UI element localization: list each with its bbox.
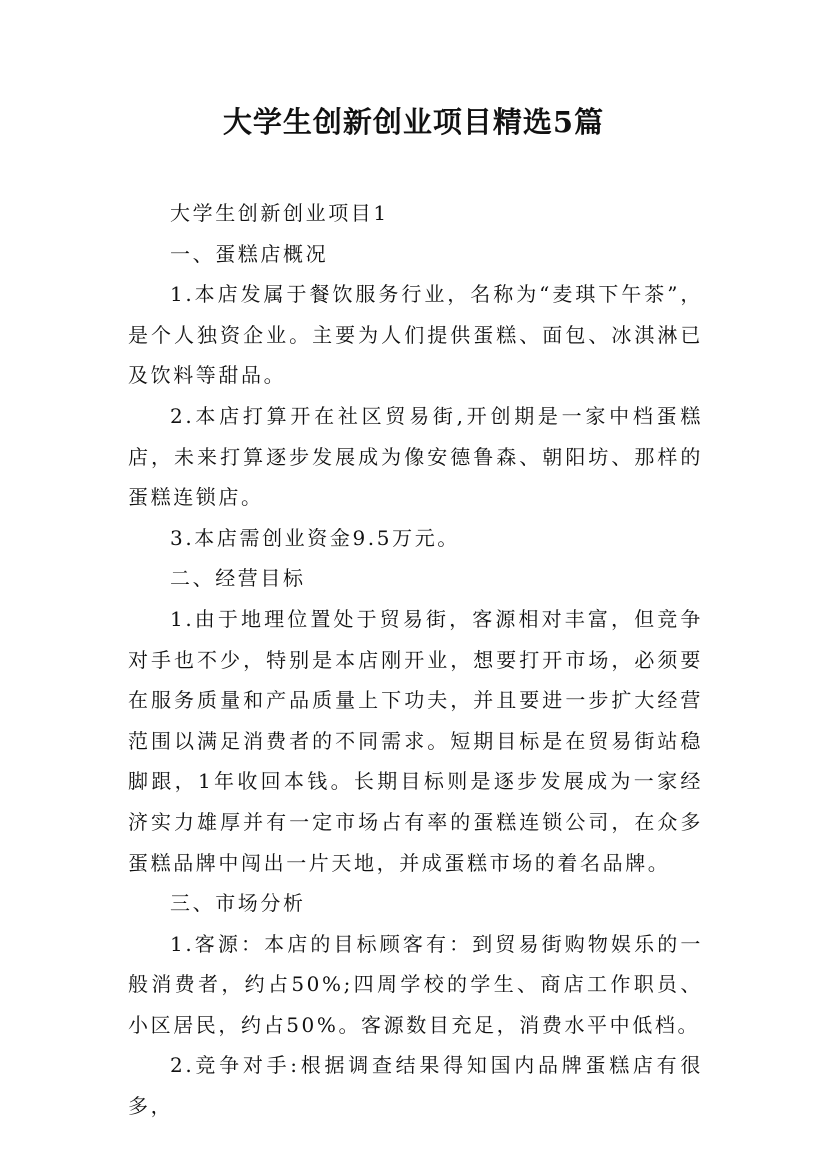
document-body — [128, 193, 703, 1127]
subsection-heading: 一、蛋糕店概况 — [170, 241, 329, 266]
body-paragraph: 1.客源：本店的目标顾客有：到贸易街购物娱乐的一般消费者，约占50%;四周学校的学生、商店工作职员、小区居民，约占50%。客源数目充足，消费水平中低档。 — [128, 931, 703, 1037]
body-paragraph: 1.由于地理位置处于贸易街，客源相对丰富，但竞争对手也不少，特别是本店刚开业，想要打开市场，必须要在服务质量和产品质量上下功夫，并且要进一步扩大经营范围以满足消费者的不同需求。短期目标是在贸易街站稳脚跟，1年收回本钱。长期目标则是逐步发展成为一家经济实力雄厚并有一定市场占有率的蛋糕连锁公司，在众多蛋糕品牌中闯出一片天地，并成蛋糕市场的着名品牌。 — [128, 606, 703, 875]
body-paragraph: 2.竞争对手:根据调查结果得知国内品牌蛋糕店有很多， — [128, 1053, 703, 1119]
body-paragraph: 3.本店需创业资金9.5万元。 — [170, 525, 460, 550]
body-paragraph: 1.本店发属于餐饮服务行业，名称为“麦琪下午茶”，是个人独资企业。主要为人们提供蛋糕、面包、冰淇淋已及饮料等甜品。 — [128, 282, 703, 388]
subsection-heading: 二、经营目标 — [170, 566, 306, 591]
section-heading: 大学生创新创业项目1 — [170, 201, 389, 225]
document-title: 大学生创新创业项目精选5篇 — [222, 105, 605, 139]
subsection-heading: 三、市场分析 — [170, 891, 306, 916]
body-paragraph: 2.本店打算开在社区贸易街,开创期是一家中档蛋糕店，未来打算逐步发展成为像安德鲁森、朝阳坊、那样的蛋糕连锁店。 — [128, 403, 703, 510]
